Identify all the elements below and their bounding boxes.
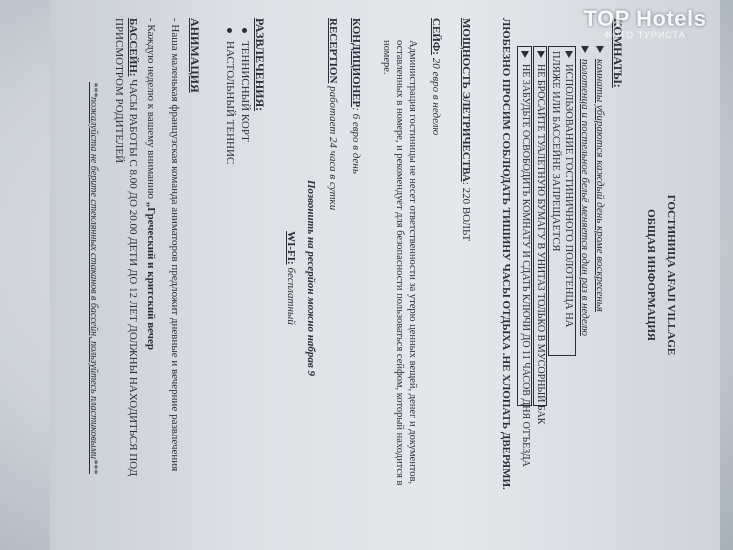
arrow-bullet-icon [521,51,529,58]
animation-section [143,18,203,538]
arrow-bullet-icon [537,51,545,58]
entertainment-heading: РАЗВЛЕЧЕНИЯ: [253,18,267,112]
reception-line: RECEPTION работает 24 часа в сутки [327,18,339,211]
rooms-linen-line: полотенца и постельное бельё меняется один раз в неделю [578,46,592,538]
rooms-heading: КОМНАТЫ: [611,18,625,88]
animation-line-2: - Каждую неделю к вашему вниманию „Греческий и критский вечер [145,18,158,350]
footer-note: ***пожалуйста не берите стеклянных стаканов в бассейн, пользуйтесь пластиковыми*** [88,82,99,474]
wifi-line: WI-FI: бесплатный [285,231,297,325]
watermark-logo: TOP Hotels [583,6,707,31]
rooms-cleaning-line: комнаты убираются каждый день кроме воскресенья [592,46,606,538]
rooms-section [516,18,625,538]
entertainment-item: НАСТОЛЬНЫЙ ТЕННИС [223,28,237,538]
general-info-title: ОБЩАЯ ИНФОРМАЦИЯ [645,209,657,341]
animation-heading: АНИМАЦИЯ [188,18,202,93]
bullet-icon [242,28,247,33]
pool-section: БАССЕЙН: ЧАСЫ РАБОТЫ С 8.00 ДО 20.00 ДЕТИ ДО 12 ЛЕТ ДОЛЖНЫ НАХОДИТЬСЯ ПОД ПРИСМОТРОМ РОДИТЕЛЕЙ [113,18,139,477]
entertainment-item: ТЕННИСНЫЙ КОРТ [237,28,251,538]
rule-checkout: НЕ ЗАБУДЬТЕ ОСВОБОДИТЬ КОМНАТУ И СДАТЬ КЛЮЧИ ДО 11 ЧАСОВ ДНЯ ОТЪЕЗДА [517,46,532,406]
entertainment-section [222,18,268,538]
tophotels-watermark [560,6,730,86]
safe-line: СЕЙФ: 20 евро в неделю [430,18,442,136]
quiet-notice: ЛЮБЕЗНО ПРОСИМ СОБЛЮДАТЬ ТИШИНУ ЧАСЫ ОТДЫХА .НЕ ХЛОПАТЬ ДВЕРЯМИ. [500,18,512,490]
rule-towel: ИСПОЛЬЗОВАНИЕ ГОСТИНИЧНОГО ПОЛОТЕНЦА НА ПЛЯЖЕ ИЛИ БАССЕЙНЕ ЗАПРЕЩАЕТСЯ [548,46,576,356]
bullet-icon [227,28,232,33]
watermark-caption: ФОТО ТУРИСТА [604,30,686,40]
call-reception: Позвонить на ресерйон можно набрав 9 [305,179,317,377]
animation-line-1: - Наша маленькая французская команда аниматоров предложит дневные и вечерние развлечения [169,18,181,472]
hotel-title: ГОСТИНИЦА AFAJI VILLAGE [665,194,677,356]
power-line: МОЩНОСТЬ ЭЛЕТРИЧЕСТВА: 220 ВОЛЬТ [460,18,472,242]
aircon-line: КОНДИЦИОНЕР: 6 евро в день [350,18,362,174]
safe-text: Администрация гостиницы не несет ответственности за утерю ценных вещей, денег и документов, оставленных в номере, и рекомендует для безопасности пользоваться сейфом, который находится в номере. [380,40,418,486]
rule-toilet-paper: НЕ БРОСАЙТЕ ТУАЛЕТНУЮ БУМАГУ В УНИТАЗ ТОЛЬКО В МУСОРНЫЙ БАК [533,46,548,406]
